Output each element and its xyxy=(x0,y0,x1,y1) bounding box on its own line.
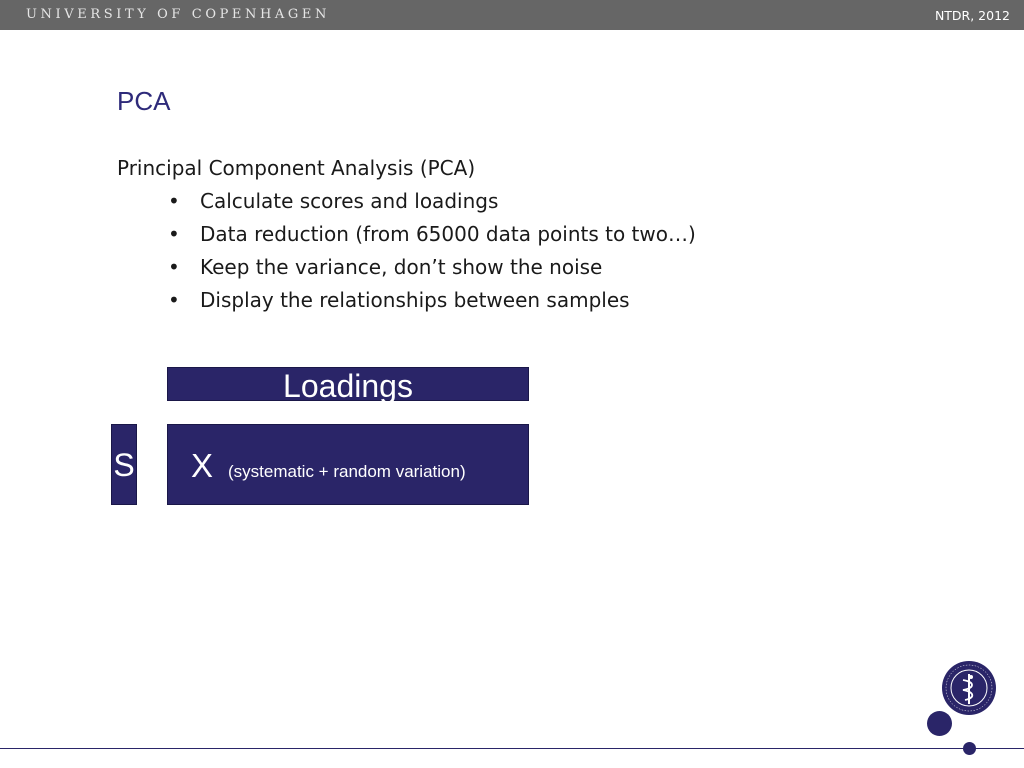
decor-dot-small xyxy=(963,742,976,755)
matrix-note: (systematic + random variation) xyxy=(228,462,466,481)
bullet-text: Calculate scores and loadings xyxy=(200,189,499,213)
header-bar xyxy=(0,0,1024,30)
scores-box xyxy=(111,424,137,505)
scores-label: S xyxy=(113,447,135,483)
bullet-dot: • xyxy=(168,222,180,246)
bullet-text: Data reduction (from 65000 data points to two…) xyxy=(200,222,696,246)
matrix-label: X xyxy=(191,447,214,484)
bullet-list xyxy=(168,187,696,319)
bullet-item xyxy=(168,220,696,253)
bullet-text: Display the relationships between samples xyxy=(200,288,630,312)
loadings-label: Loadings xyxy=(283,368,413,404)
bullet-item xyxy=(168,286,696,319)
bullet-dot: • xyxy=(168,288,180,312)
bullet-text: Keep the variance, don’t show the noise xyxy=(200,255,603,279)
university-seal-icon xyxy=(941,660,997,716)
bullet-dot: • xyxy=(168,255,180,279)
university-name: UNIVERSITY OF COPENHAGEN xyxy=(26,7,330,22)
slide-title: PCA xyxy=(117,86,171,116)
bullet-item xyxy=(168,253,696,286)
decor-dot-large xyxy=(927,711,952,736)
data-matrix-box xyxy=(167,424,529,505)
intro-text: Principal Component Analysis (PCA) xyxy=(117,156,476,180)
footer-line xyxy=(0,748,1024,749)
bullet-dot: • xyxy=(168,189,180,213)
bullet-item xyxy=(168,187,696,220)
course-label: NTDR, 2012 xyxy=(934,8,1010,23)
loadings-box xyxy=(167,367,529,404)
